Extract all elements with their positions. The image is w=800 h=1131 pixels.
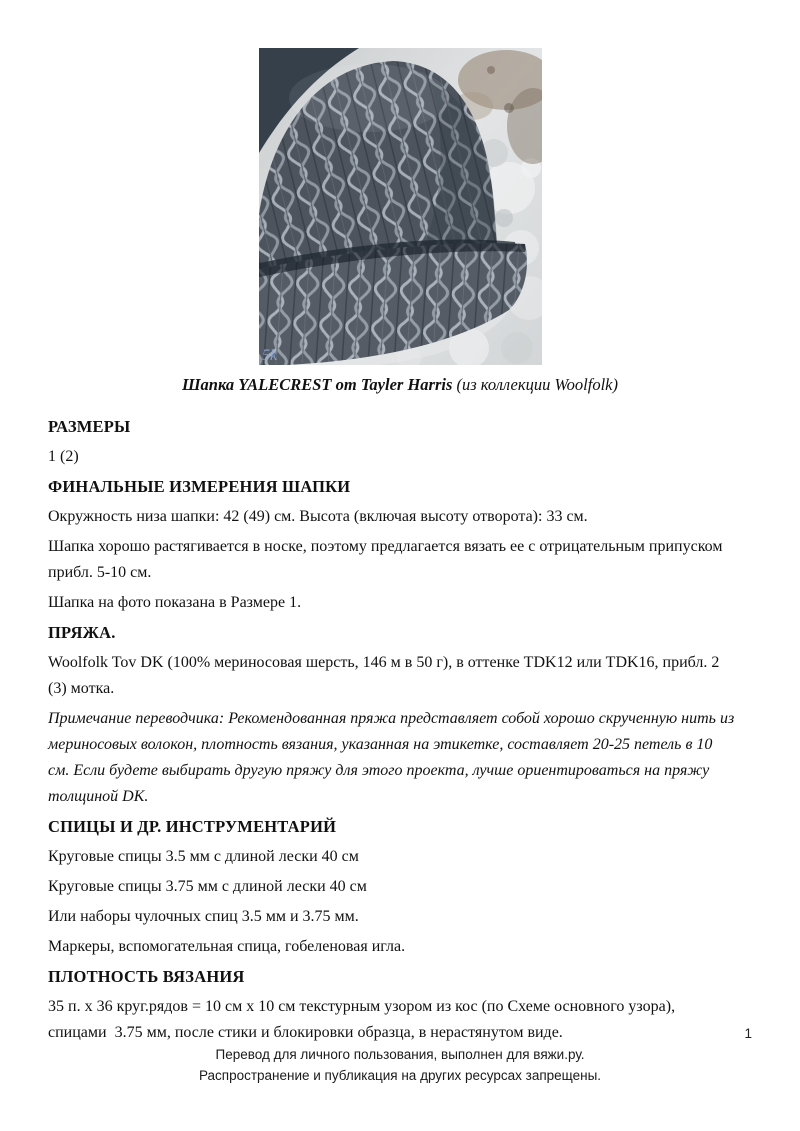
footer	[0, 1044, 800, 1086]
heading-sizes: РАЗМЕРЫ	[48, 417, 131, 436]
yarn-paragraph: Woolfolk Tov DK (100% мериносовая шерсть, 146 м в 50 г), в оттенке TDK12 или TDK16, прибл. 2 (3) мотка.	[48, 654, 724, 697]
heading-final-measurements: ФИНАЛЬНЫЕ ИЗМЕРЕНИЯ ШАПКИ	[48, 477, 351, 496]
heading-gauge: ПЛОТНОСТЬ ВЯЗАНИЯ	[48, 967, 245, 986]
measurements-paragraph: Шапка на фото показана в Размере 1.	[48, 594, 302, 611]
pattern-text	[48, 414, 739, 1050]
needles-paragraph: Круговые спицы 3.5 мм с длиной лески 40 см	[48, 848, 359, 865]
footer-line-2: Распространение и публикация на других ресурсах запрещены.	[198, 1068, 602, 1083]
needles-paragraph: Или наборы чулочных спиц 3.5 мм и 3.75 мм.	[48, 908, 359, 925]
hat-photo	[259, 48, 542, 365]
sizes-value: 1 (2)	[48, 448, 79, 465]
crown-highlight	[289, 64, 449, 132]
hat-photo-illustration	[259, 48, 542, 365]
measurements-paragraph: Окружность низа шапки: 42 (49) см. Высота (включая высоту отворота): 33 см.	[48, 508, 588, 525]
photo-caption	[0, 374, 800, 396]
photo-watermark: 5k	[261, 347, 277, 364]
page-number: 1	[744, 1026, 752, 1041]
measurements-paragraph: Шапка хорошо растягивается в носке, поэтому предлагается вязать ее с отрицательным припуском прибл. 5-10 см.	[48, 538, 727, 581]
needles-paragraph: Круговые спицы 3.75 мм с длиной лески 40 см	[48, 878, 367, 895]
translator-note: Примечание переводчика: Рекомендованная пряжа представляет собой хорошо скрученную нить из мериносовых волокон, плотность вязания, указанная на этикетке, составляет 20-25 петель в 10 см. Если будете выбирать другую пряжу для этого проекта, лучше ориентироваться на пряжу толщиной DK.	[48, 710, 739, 805]
footer-line-1: Перевод для личного пользования, выполнен для вяжи.ру.	[215, 1047, 585, 1062]
hat-photo-container	[0, 48, 800, 365]
heading-needles: СПИЦЫ И ДР. ИНСТРУМЕНТАРИЙ	[48, 817, 337, 836]
gauge-paragraph: 35 п. х 36 круг.рядов = 10 см х 10 см текстурным узором из кос (по Схеме основного узора), спицами 3.75 мм, после стики и блокировки образца, в нерастянутом виде.	[48, 998, 680, 1041]
caption-title: Шапка YALECREST от Tayler Harris	[181, 375, 453, 394]
caption-suffix: (из коллекции Woolfolk)	[452, 375, 619, 394]
needles-paragraph: Маркеры, вспомогательная спица, гобеленовая игла.	[48, 938, 406, 955]
heading-yarn: ПРЯЖА.	[48, 623, 116, 642]
